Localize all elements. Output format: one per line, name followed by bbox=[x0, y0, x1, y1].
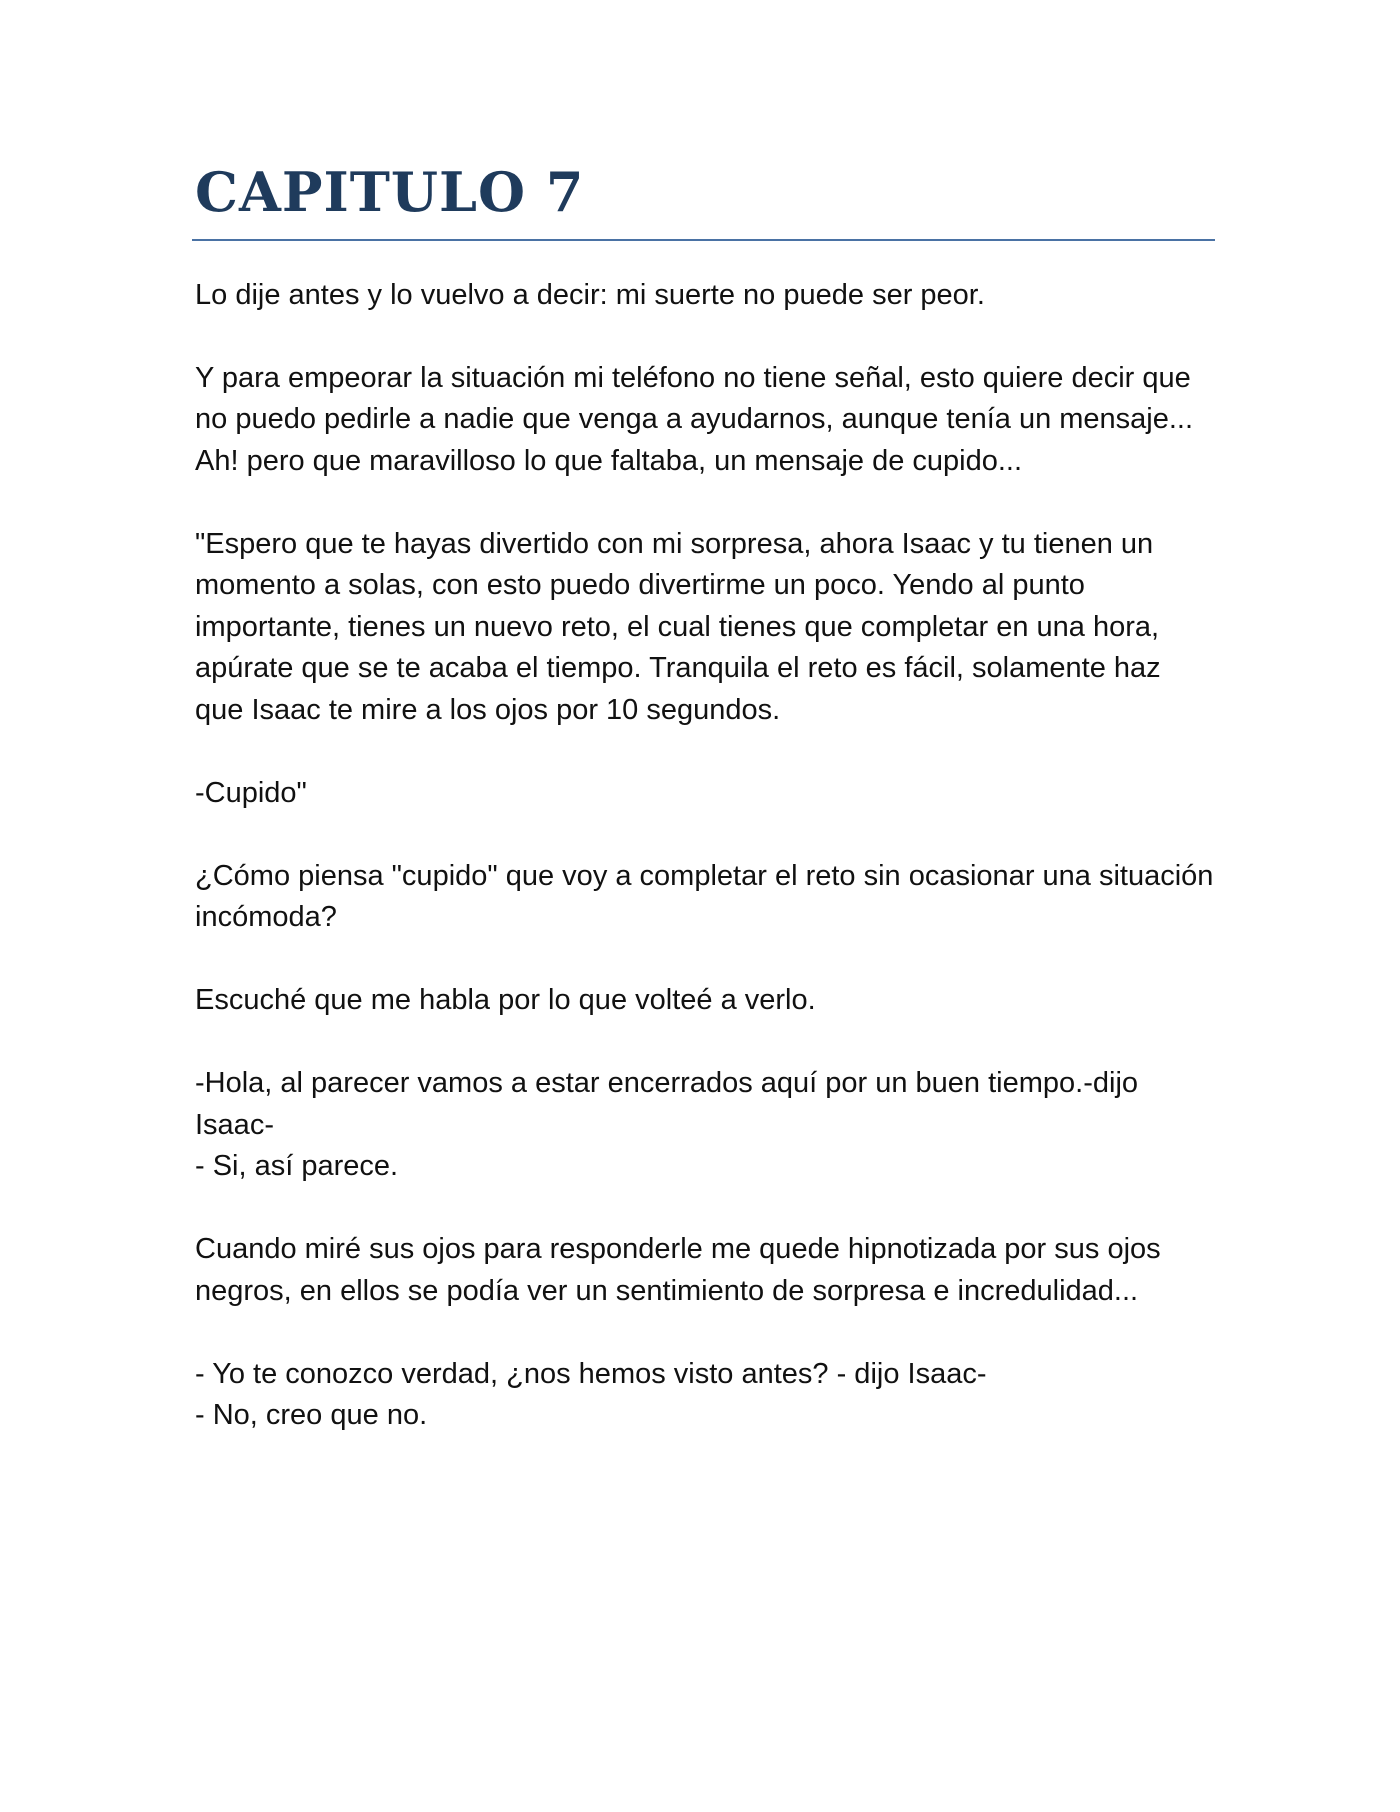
chapter-title: CAPITULO 7 bbox=[195, 160, 585, 224]
title-underline bbox=[192, 239, 1215, 241]
paragraph-2: Y para empeorar la situación mi teléfono no tiene señal, esto quiere decir que no puedo pedirle a nadie que venga a ayudarnos, aunque tenía un mensaje... Ah! pero que maravilloso lo que faltaba, un mensaje de cupido... bbox=[195, 361, 1194, 477]
dialogue-line-1: -Hola, al parecer vamos a estar encerrados aquí por un buen tiempo.-dijo Isaac- bbox=[195, 1067, 1139, 1141]
paragraph-3: "Espero que te hayas divertido con mi sorpresa, ahora Isaac y tu tienen un momento a solas, con esto puedo divertirme un poco. Yendo al punto importante, tienes un nuevo reto, el cual tienes que completar en una hora, apúrate que se te acaba el tiempo. Tranquila el reto es fácil, solamente haz que Isaac te mire a los ojos por 10 segundos. bbox=[195, 527, 1161, 726]
dialogue-line-2: - Si, así parece. bbox=[195, 1150, 399, 1183]
paragraph-7: Cuando miré sus ojos para responderle me quede hipnotizada por sus ojos negros, en ellos se podía ver un sentimiento de sorpresa e incredulidad... bbox=[195, 1233, 1161, 1307]
dialogue-line-3: - Yo te conozco verdad, ¿nos hemos visto antes? - dijo Isaac- bbox=[195, 1357, 987, 1390]
dialogue-line-4: - No, creo que no. bbox=[195, 1399, 428, 1432]
paragraph-4: -Cupido" bbox=[195, 776, 307, 809]
paragraph-5: ¿Cómo piensa "cupido" que voy a completar el reto sin ocasionar una situación incómoda? bbox=[195, 859, 1214, 934]
paragraph-1: Lo dije antes y lo vuelvo a decir: mi suerte no puede ser peor. bbox=[195, 278, 985, 311]
paragraph-6: Escuché que me habla por lo que volteé a verlo. bbox=[195, 984, 816, 1017]
page-content bbox=[195, 160, 1215, 1478]
